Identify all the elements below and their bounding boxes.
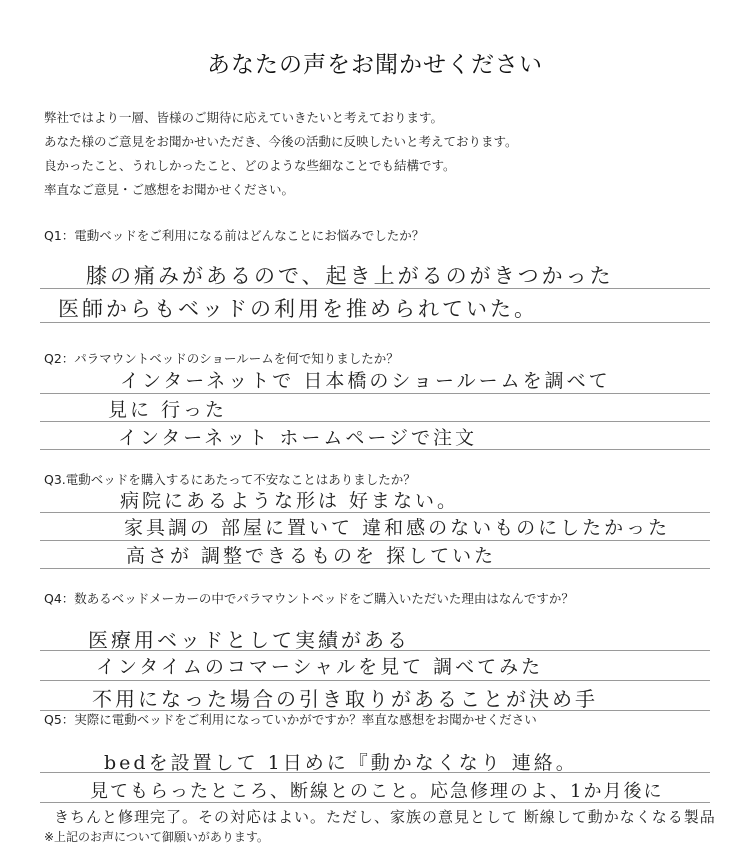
- q2-answer-line: 見に 行った: [108, 399, 228, 421]
- question-4-label: Q4：数あるベッドメーカーの中でパラマウントベッドをご購入いただいた理由はなんですか？: [44, 591, 574, 606]
- question-3-label: Q3.電動ベッドを購入するにあたって不安なことはありましたか？: [44, 472, 416, 487]
- intro-line: 弊社ではより一層、皆様のご期待に応えていきたいと考えております。: [44, 110, 444, 125]
- page-title: あなたの声をお聞かせください: [207, 52, 543, 78]
- intro-line: 率直なご意見・ご感想をお聞かせください。: [44, 182, 295, 197]
- q3-answer-line: 高さが 調整できるものを 探していた: [126, 545, 497, 567]
- q3-answer-line: 家具調の 部屋に置いて 違和感のないものにしたかった: [124, 517, 671, 539]
- q5-answer-line: きちんと修理完了。その対応はよい。ただし、家族の意見として 断線して動かなくなる製品: [54, 808, 716, 826]
- q5-answer-line: 見てもらったところ、断線とのこと。応急修理のよ、1か月後に: [90, 781, 664, 802]
- answer-rule: [40, 568, 710, 569]
- intro-text: [44, 106, 518, 202]
- question-5-label: Q5：実際に電動ベッドをご利用になっていかがですか？率直な感想をお聞かせください: [44, 712, 537, 727]
- intro-line: 良かったこと、うれしかったこと、どのような些細なことでも結構です。: [44, 158, 456, 173]
- q2-answer-line: インターネット ホームページで注文: [118, 427, 477, 449]
- question-2-label: Q2：パラマウントベッドのショールームを何で知りましたか？: [44, 351, 399, 366]
- q4-answer-line: インタイムのコマーシャルを見て 調べてみた: [96, 656, 544, 678]
- q3-answer-line: 病院にあるような形は 好まない。: [120, 490, 460, 512]
- q5-answer-line: bedを設置して 1日めに『動かなくなり 連絡。: [104, 752, 578, 774]
- q1-answer-line: 医師からもベッドの利用を推められていた。: [58, 297, 538, 321]
- q4-answer-line: 医療用ベッドとして実績がある: [88, 628, 410, 652]
- answer-rule: [40, 393, 710, 394]
- q4-answer-line: 不用になった場合の引き取りがあることが決め手: [92, 687, 598, 711]
- answer-rule: [40, 680, 710, 681]
- q2-answer-line: インターネットで 日本橋のショールームを調べて: [120, 370, 611, 392]
- footnote: ※上記のお声について御願いがあります。: [44, 830, 269, 844]
- question-1-label: Q1：電動ベッドをご利用になる前はどんなことにお悩みでしたか？: [44, 228, 425, 243]
- intro-line: あなた様のご意見をお聞かせいただき、今後の活動に反映したいと考えております。: [44, 134, 518, 149]
- q1-answer-line: 膝の痛みがあるので、起き上がるのがきつかった: [86, 264, 614, 288]
